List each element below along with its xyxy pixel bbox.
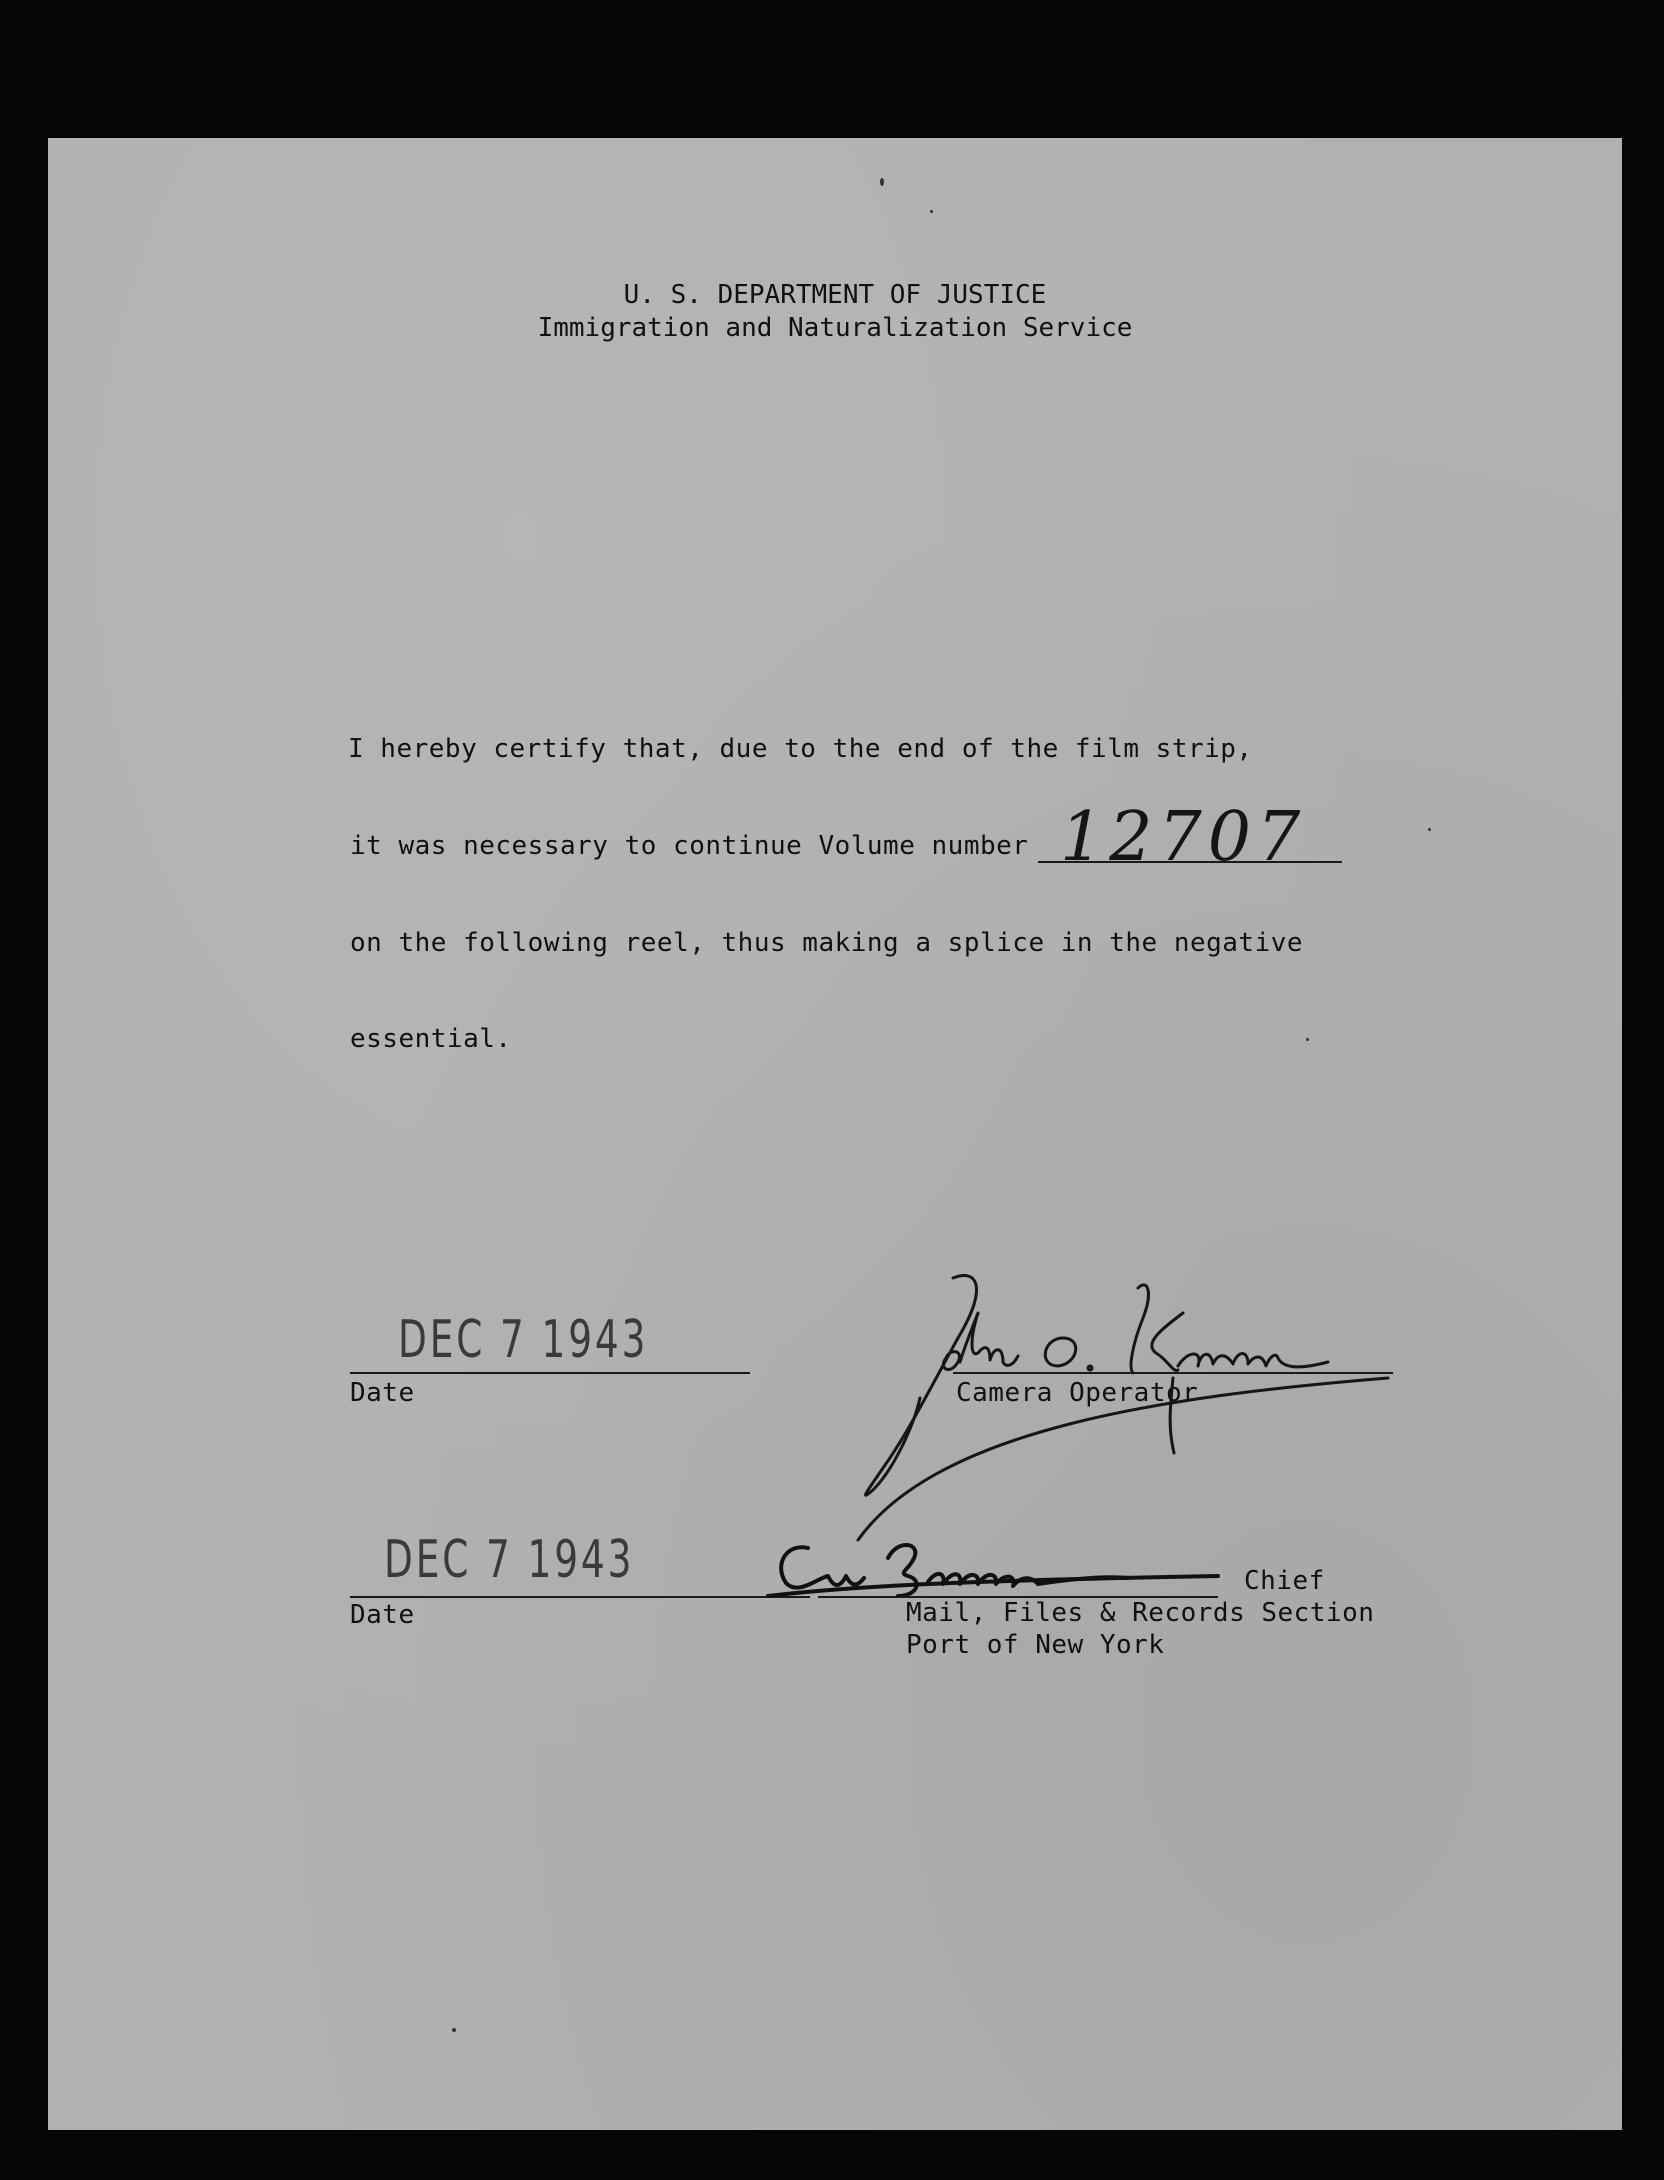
chief-date-stamp: DEC 7 1943: [384, 1530, 635, 1590]
chief-title-line-2: Mail, Files & Records Section: [906, 1598, 1375, 1628]
volume-number-handwritten: 12707: [1060, 798, 1307, 877]
certification-line-4: essential.: [350, 1024, 512, 1054]
header-department: U. S. DEPARTMENT OF JUSTICE: [623, 280, 1047, 310]
certification-line-2: it was necessary to continue Volume number: [350, 831, 1029, 861]
chief-title-line-3: Port of New York: [906, 1630, 1165, 1660]
camera-date-line: [350, 1372, 750, 1374]
scan-speck: [1306, 1038, 1309, 1041]
camera-operator-line: [953, 1372, 1393, 1374]
chief-date-line: [350, 1596, 810, 1598]
scan-speck: [880, 178, 884, 186]
document-page: [48, 138, 1622, 2130]
chief-title-line-1: Chief: [1244, 1566, 1325, 1596]
certification-line-1: I hereby certify that, due to the end of the film strip,: [348, 734, 1253, 764]
chief-date-label: Date: [350, 1600, 415, 1630]
camera-date-label: Date: [350, 1378, 415, 1408]
camera-date-stamp: DEC 7 1943: [398, 1310, 649, 1370]
scan-speck: [452, 2028, 456, 2032]
scan-speck: [1428, 828, 1431, 831]
header-service: Immigration and Naturalization Service: [537, 313, 1133, 343]
scan-speck: [930, 210, 933, 213]
certification-line-3: on the following reel, thus making a splice in the negative: [350, 928, 1304, 958]
camera-operator-title: Camera Operator: [956, 1378, 1199, 1408]
